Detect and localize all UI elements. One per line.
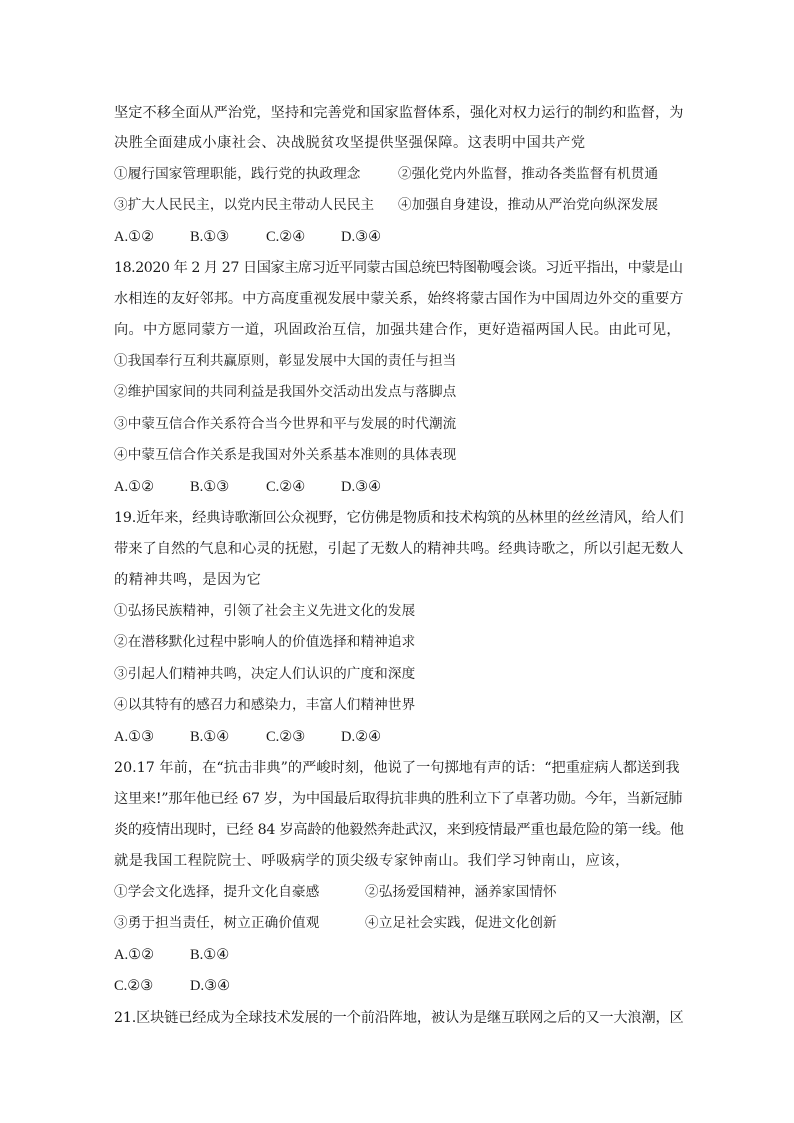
question-17-answer-a: A.①② (114, 229, 155, 245)
question-17-option-4: ④加强自身建设，推动从严治党向纵深发展 (398, 197, 659, 213)
question-20-stem-line-2: 这里来!”那年他已经 67 岁，为中国最后取得抗非典的胜利立下了卓著功勋。今年，当新冠肺 (114, 791, 683, 807)
question-20-option-2: ②弘扬爱国精神，涵养家国情怀 (365, 884, 557, 900)
question-19-stem-line-2: 带来了自然的气息和心灵的抚慰，引起了无数人的精神共鸣。经典诗歌之，所以引起无数人 (114, 541, 684, 557)
question-17-option-2: ②强化党内外监督，推动各类监督有机贯通 (398, 166, 659, 182)
question-20-option-1: ①学会文化选择，提升文化自豪感 (114, 884, 320, 900)
question-18-stem-line-3: 向。中方愿同蒙方一道，巩固政治互信，加强共建合作，更好造福两国人民。由此可见， (114, 322, 681, 338)
question-19-option-4: ④以其特有的感召力和感染力，丰富人们精神世界 (114, 697, 416, 713)
question-20-answer-a: A.①② (114, 947, 155, 963)
question-17-option-3: ③扩大人民民主，以党内民主带动人民民主 (114, 197, 375, 213)
question-18-option-1: ①我国奉行互利共赢原则，彰显发展中大国的责任与担当 (114, 353, 457, 369)
question-18-answer-a: A.①② (114, 479, 155, 495)
question-20-answer-b: B.①④ (190, 947, 230, 963)
question-18-option-2: ②维护国家间的共同利益是我国外交活动出发点与落脚点 (114, 384, 457, 400)
question-20-stem-line-4: 就是我国工程院院士、呼吸病学的顶尖级专家钟南山。我们学习钟南山，应该， (114, 853, 630, 869)
question-19-answer-c: C.②③ (266, 729, 306, 745)
question-19-stem-line-3: 的精神共鸣，是因为它 (114, 572, 262, 588)
question-19-answer-b: B.①④ (190, 729, 230, 745)
question-18-answer-c: C.②④ (266, 479, 306, 495)
question-18-option-3: ③中蒙互信合作关系符合当今世界和平与发展的时代潮流 (114, 416, 457, 432)
question-18-stem-line-2: 水相连的友好邻邦。中方高度重视发展中蒙关系，始终将蒙古国作为中国周边外交的重要方 (114, 291, 684, 307)
question-20-stem-line-3: 炎的疫情出现时，已经 84 岁高龄的他毅然奔赴武汉，来到疫情最严重也最危险的第一线。他 (114, 822, 684, 838)
question-19-option-1: ①弘扬民族精神，引领了社会主义先进文化的发展 (114, 603, 416, 619)
question-19-stem-line-1: 19.近年来，经典诗歌渐回公众视野，它仿佛是物质和技术构筑的丛林里的丝丝清风，给人们 (114, 510, 684, 526)
question-21-stem-line-1: 21.区块链已经成为全球技术发展的一个前沿阵地，被认为是继互联网之后的又一大浪潮，区 (114, 1010, 684, 1026)
question-17-option-1: ①履行国家管理职能，践行党的执政理念 (114, 166, 361, 182)
question-19-answer-a: A.①③ (114, 729, 155, 745)
question-17-answer-d: D.③④ (341, 229, 382, 245)
question-18-stem-line-1: 18.2020 年 2 月 27 日国家主席习近平同蒙古国总统巴特图勒嘎会谈。习近平指出，中蒙是山 (114, 260, 683, 276)
question-20-answer-d: D.③④ (190, 978, 231, 994)
question-20-stem-line-1: 20.17 年前，在“抗击非典”的严峻时刻，他说了一句掷地有声的话：“把重症病人都送到我 (114, 760, 680, 776)
question-18-option-4: ④中蒙互信合作关系是我国对外关系基本准则的具体表现 (114, 447, 457, 463)
question-17-stem-line-2: 决胜全面建成小康社会、决战脱贫攻坚提供坚强保障。这表明中国共产党 (114, 135, 586, 151)
question-17-stem-line-1: 坚定不移全面从严治党，坚持和完善党和国家监督体系，强化对权力运行的制约和监督，为 (114, 105, 684, 121)
question-19-answer-d: D.②④ (341, 729, 382, 745)
question-18-answer-b: B.①③ (190, 479, 230, 495)
question-17-answer-c: C.②④ (266, 229, 306, 245)
question-19-option-2: ②在潜移默化过程中影响人的价值选择和精神追求 (114, 634, 416, 650)
question-20-option-4: ④立足社会实践，促进文化创新 (365, 915, 557, 931)
question-20-answer-c: C.②③ (114, 978, 154, 994)
question-20-option-3: ③勇于担当责任，树立正确价值观 (114, 915, 320, 931)
question-19-option-3: ③引起人们精神共鸣，决定人们认识的广度和深度 (114, 666, 416, 682)
question-17-answer-b: B.①③ (190, 229, 230, 245)
question-18-answer-d: D.③④ (341, 479, 382, 495)
